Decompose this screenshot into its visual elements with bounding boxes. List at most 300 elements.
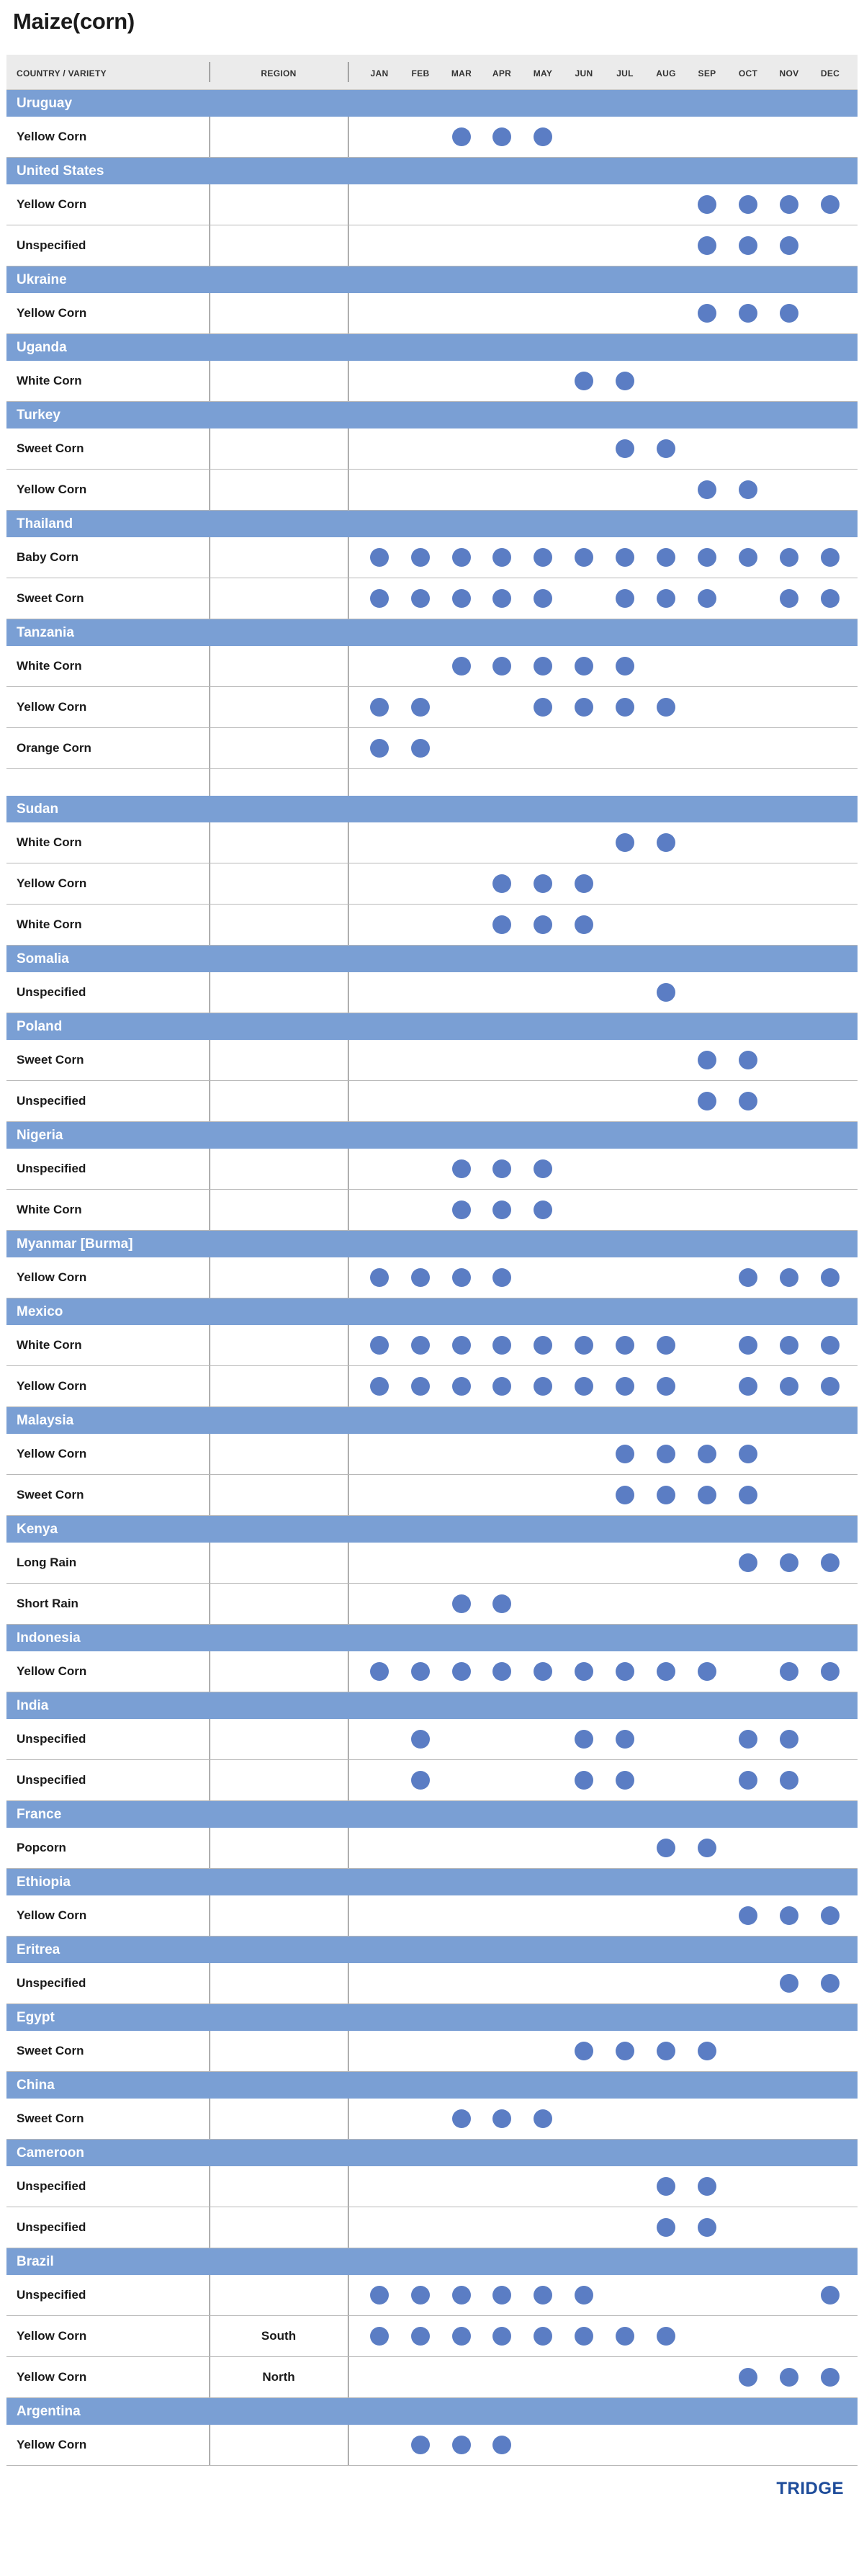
harvest-dot-mar bbox=[452, 1268, 471, 1287]
table-row bbox=[6, 1325, 858, 1366]
harvest-dot-jul bbox=[616, 1771, 634, 1790]
variety-label: Yellow Corn bbox=[17, 1664, 87, 1678]
table-row bbox=[6, 1149, 858, 1190]
country-band bbox=[6, 1298, 858, 1325]
table-row bbox=[6, 2099, 858, 2140]
harvest-dot-oct bbox=[739, 195, 757, 214]
harvest-dot-may bbox=[534, 1336, 552, 1355]
country-name: France bbox=[17, 1806, 62, 1822]
harvest-dot-jan bbox=[370, 1662, 389, 1681]
variety-label: Orange Corn bbox=[17, 741, 91, 755]
harvest-dot-nov bbox=[780, 195, 798, 214]
month-header-jun: JUN bbox=[575, 68, 593, 78]
variety-label: Popcorn bbox=[17, 1841, 66, 1854]
harvest-dot-apr bbox=[492, 589, 511, 608]
variety-label: Yellow Corn bbox=[17, 1270, 87, 1284]
table-row bbox=[6, 428, 858, 470]
harvest-dot-jul bbox=[616, 1730, 634, 1749]
country-name: Kenya bbox=[17, 1521, 58, 1537]
harvest-dot-dec bbox=[821, 1662, 840, 1681]
harvest-dot-may bbox=[534, 698, 552, 717]
harvest-dot-apr bbox=[492, 657, 511, 676]
variety-label: Unspecified bbox=[17, 985, 86, 999]
harvest-dot-jul bbox=[616, 1662, 634, 1681]
table-row bbox=[6, 2357, 858, 2398]
harvest-dot-jul bbox=[616, 589, 634, 608]
variety-label: Unspecified bbox=[17, 1094, 86, 1108]
variety-label: Yellow Corn bbox=[17, 2438, 87, 2451]
harvest-dot-dec bbox=[821, 1268, 840, 1287]
table-row bbox=[6, 1543, 858, 1584]
harvest-dot-jan bbox=[370, 2327, 389, 2346]
harvest-dot-jun bbox=[575, 915, 593, 934]
harvest-dot-jun bbox=[575, 1336, 593, 1355]
harvest-dot-sep bbox=[698, 195, 716, 214]
harvest-dot-apr bbox=[492, 1594, 511, 1613]
harvest-dot-jun bbox=[575, 657, 593, 676]
harvest-calendar-table bbox=[6, 55, 858, 2466]
harvest-dot-nov bbox=[780, 1730, 798, 1749]
harvest-dot-may bbox=[534, 2109, 552, 2128]
country-name: Poland bbox=[17, 1018, 63, 1034]
variety-label: Sweet Corn bbox=[17, 1488, 84, 1502]
table-row bbox=[6, 1475, 858, 1516]
harvest-dot-jan bbox=[370, 1268, 389, 1287]
harvest-dot-jul bbox=[616, 833, 634, 852]
harvest-dot-oct bbox=[739, 1771, 757, 1790]
table-row bbox=[6, 687, 858, 728]
harvest-dot-feb bbox=[411, 589, 430, 608]
table-row bbox=[6, 578, 858, 619]
harvest-dot-mar bbox=[452, 1377, 471, 1396]
harvest-dot-mar bbox=[452, 589, 471, 608]
variety-label: Unspecified bbox=[17, 1162, 86, 1175]
harvest-dot-mar bbox=[452, 548, 471, 567]
harvest-dot-apr bbox=[492, 1201, 511, 1219]
variety-label: Baby Corn bbox=[17, 550, 78, 564]
harvest-dot-sep bbox=[698, 480, 716, 499]
variety-label: Unspecified bbox=[17, 2220, 86, 2234]
harvest-dot-apr bbox=[492, 1159, 511, 1178]
harvest-dot-feb bbox=[411, 1336, 430, 1355]
harvest-dot-aug bbox=[657, 698, 675, 717]
harvest-dot-may bbox=[534, 2286, 552, 2305]
harvest-dot-jun bbox=[575, 548, 593, 567]
country-name: Eritrea bbox=[17, 1942, 60, 1957]
month-header-dec: DEC bbox=[820, 68, 840, 78]
harvest-dot-nov bbox=[780, 2368, 798, 2387]
harvest-dot-feb bbox=[411, 548, 430, 567]
harvest-dot-aug bbox=[657, 1336, 675, 1355]
month-header-sep: SEP bbox=[698, 68, 716, 78]
harvest-dot-mar bbox=[452, 2327, 471, 2346]
harvest-dot-feb bbox=[411, 1771, 430, 1790]
table-row bbox=[6, 1584, 858, 1625]
harvest-dot-jun bbox=[575, 1377, 593, 1396]
harvest-dot-jul bbox=[616, 2042, 634, 2060]
harvest-dot-apr bbox=[492, 915, 511, 934]
variety-label: Sweet Corn bbox=[17, 2111, 84, 2125]
month-header-aug: AUG bbox=[656, 68, 676, 78]
harvest-dot-apr bbox=[492, 2327, 511, 2346]
country-band bbox=[6, 511, 858, 537]
tridge-logo: TRIDGE bbox=[776, 2479, 844, 2498]
variety-label: Sweet Corn bbox=[17, 441, 84, 455]
country-name: Nigeria bbox=[17, 1127, 63, 1143]
country-band bbox=[6, 619, 858, 646]
country-name: Uruguay bbox=[17, 95, 73, 111]
harvest-dot-nov bbox=[780, 1553, 798, 1572]
table-row bbox=[6, 537, 858, 578]
harvest-dot-apr bbox=[492, 2436, 511, 2454]
country-band bbox=[6, 2140, 858, 2166]
country-band bbox=[6, 946, 858, 972]
harvest-dot-jan bbox=[370, 739, 389, 758]
harvest-dot-mar bbox=[452, 1594, 471, 1613]
variety-label: Long Rain bbox=[17, 1556, 77, 1569]
region-header: REGION bbox=[261, 68, 297, 78]
table-row bbox=[6, 2316, 858, 2357]
harvest-dot-nov bbox=[780, 304, 798, 323]
harvest-dot-may bbox=[534, 1377, 552, 1396]
harvest-dot-jun bbox=[575, 1730, 593, 1749]
harvest-dot-apr bbox=[492, 1377, 511, 1396]
harvest-dot-apr bbox=[492, 1268, 511, 1287]
table-row bbox=[6, 728, 858, 769]
harvest-dot-sep bbox=[698, 1051, 716, 1069]
country-name: Sudan bbox=[17, 801, 59, 817]
country-band bbox=[6, 2072, 858, 2099]
harvest-dot-jan bbox=[370, 589, 389, 608]
harvest-dot-jul bbox=[616, 439, 634, 458]
country-band bbox=[6, 1692, 858, 1719]
country-band bbox=[6, 1407, 858, 1434]
harvest-dot-nov bbox=[780, 1771, 798, 1790]
harvest-dot-sep bbox=[698, 1445, 716, 1463]
country-band bbox=[6, 2248, 858, 2275]
harvest-dot-oct bbox=[739, 1553, 757, 1572]
country-name: Brazil bbox=[17, 2253, 54, 2269]
table-row bbox=[6, 2275, 858, 2316]
harvest-dot-oct bbox=[739, 2368, 757, 2387]
month-header-jul: JUL bbox=[616, 68, 634, 78]
variety-label: Yellow Corn bbox=[17, 483, 87, 496]
harvest-dot-aug bbox=[657, 548, 675, 567]
harvest-dot-nov bbox=[780, 1336, 798, 1355]
region-label: North bbox=[262, 2370, 295, 2384]
harvest-dot-jun bbox=[575, 2286, 593, 2305]
spacer-row bbox=[6, 769, 858, 796]
harvest-dot-oct bbox=[739, 304, 757, 323]
harvest-dot-apr bbox=[492, 2109, 511, 2128]
harvest-dot-aug bbox=[657, 1486, 675, 1504]
table-header bbox=[6, 55, 858, 90]
harvest-dot-jun bbox=[575, 874, 593, 893]
variety-label: White Corn bbox=[17, 917, 82, 931]
variety-label: Yellow Corn bbox=[17, 130, 87, 143]
harvest-dot-feb bbox=[411, 2436, 430, 2454]
country-band bbox=[6, 1937, 858, 1963]
variety-label: Yellow Corn bbox=[17, 2370, 87, 2384]
harvest-dot-dec bbox=[821, 589, 840, 608]
country-name: Ethiopia bbox=[17, 1874, 71, 1890]
harvest-dot-aug bbox=[657, 2218, 675, 2237]
month-header-jan: JAN bbox=[370, 68, 389, 78]
harvest-dot-jul bbox=[616, 657, 634, 676]
harvest-dot-sep bbox=[698, 1839, 716, 1857]
harvest-dot-may bbox=[534, 874, 552, 893]
variety-label: Unspecified bbox=[17, 2179, 86, 2193]
harvest-dot-may bbox=[534, 1159, 552, 1178]
harvest-dot-aug bbox=[657, 2327, 675, 2346]
month-header-apr: APR bbox=[492, 68, 512, 78]
table-row bbox=[6, 117, 858, 158]
harvest-dot-dec bbox=[821, 1336, 840, 1355]
table-row bbox=[6, 293, 858, 334]
country-band bbox=[6, 2004, 858, 2031]
harvest-dot-nov bbox=[780, 1377, 798, 1396]
harvest-dot-aug bbox=[657, 1839, 675, 1857]
harvest-dot-jun bbox=[575, 2042, 593, 2060]
variety-label: Yellow Corn bbox=[17, 306, 87, 320]
harvest-dot-jan bbox=[370, 1336, 389, 1355]
harvest-dot-oct bbox=[739, 548, 757, 567]
country-name: Tanzania bbox=[17, 624, 74, 640]
harvest-dot-jul bbox=[616, 548, 634, 567]
harvest-dot-feb bbox=[411, 1730, 430, 1749]
harvest-dot-jun bbox=[575, 1662, 593, 1681]
country-band bbox=[6, 266, 858, 293]
harvest-dot-jan bbox=[370, 2286, 389, 2305]
country-band bbox=[6, 1801, 858, 1828]
country-band bbox=[6, 402, 858, 428]
harvest-dot-aug bbox=[657, 2177, 675, 2196]
country-variety-header: COUNTRY / VARIETY bbox=[17, 68, 107, 78]
country-name: China bbox=[17, 2077, 55, 2093]
table-row bbox=[6, 2425, 858, 2466]
variety-label: Sweet Corn bbox=[17, 2044, 84, 2057]
variety-label: White Corn bbox=[17, 835, 82, 849]
country-name: Argentina bbox=[17, 2403, 81, 2419]
variety-label: Yellow Corn bbox=[17, 197, 87, 211]
harvest-dot-may bbox=[534, 915, 552, 934]
harvest-dot-aug bbox=[657, 1445, 675, 1463]
harvest-dot-mar bbox=[452, 127, 471, 146]
harvest-dot-jan bbox=[370, 548, 389, 567]
month-header-feb: FEB bbox=[411, 68, 430, 78]
harvest-dot-feb bbox=[411, 2286, 430, 2305]
table-row bbox=[6, 1828, 858, 1869]
harvest-dot-jul bbox=[616, 1336, 634, 1355]
variety-label: White Corn bbox=[17, 374, 82, 387]
harvest-dot-may bbox=[534, 548, 552, 567]
table-row bbox=[6, 361, 858, 402]
harvest-dot-oct bbox=[739, 1268, 757, 1287]
harvest-dot-oct bbox=[739, 1445, 757, 1463]
table-row bbox=[6, 1190, 858, 1231]
country-name: Turkey bbox=[17, 407, 60, 423]
country-band bbox=[6, 1013, 858, 1040]
harvest-dot-may bbox=[534, 1201, 552, 1219]
harvest-dot-apr bbox=[492, 2286, 511, 2305]
harvest-dot-apr bbox=[492, 548, 511, 567]
table-row bbox=[6, 822, 858, 863]
table-row bbox=[6, 225, 858, 266]
harvest-dot-feb bbox=[411, 1268, 430, 1287]
table-row bbox=[6, 470, 858, 511]
country-band bbox=[6, 334, 858, 361]
harvest-dot-aug bbox=[657, 2042, 675, 2060]
harvest-dot-aug bbox=[657, 439, 675, 458]
country-name: Mexico bbox=[17, 1303, 63, 1319]
table-body bbox=[6, 90, 858, 2466]
variety-label: Unspecified bbox=[17, 238, 86, 252]
table-row bbox=[6, 1719, 858, 1760]
country-name: Uganda bbox=[17, 339, 67, 355]
harvest-dot-aug bbox=[657, 1377, 675, 1396]
country-band bbox=[6, 90, 858, 117]
harvest-dot-nov bbox=[780, 1906, 798, 1925]
harvest-dot-sep bbox=[698, 2218, 716, 2237]
variety-label: Yellow Corn bbox=[17, 1908, 87, 1922]
table-row bbox=[6, 646, 858, 687]
harvest-dot-sep bbox=[698, 2042, 716, 2060]
harvest-dot-may bbox=[534, 657, 552, 676]
harvest-dot-jul bbox=[616, 1445, 634, 1463]
country-name: Indonesia bbox=[17, 1630, 81, 1646]
harvest-dot-oct bbox=[739, 236, 757, 255]
variety-label: White Corn bbox=[17, 659, 82, 673]
harvest-dot-may bbox=[534, 589, 552, 608]
harvest-dot-jun bbox=[575, 2327, 593, 2346]
harvest-dot-feb bbox=[411, 2327, 430, 2346]
country-name: Thailand bbox=[17, 516, 73, 531]
harvest-dot-oct bbox=[739, 1377, 757, 1396]
harvest-dot-nov bbox=[780, 1974, 798, 1993]
variety-label: Sweet Corn bbox=[17, 1053, 84, 1067]
harvest-dot-dec bbox=[821, 2368, 840, 2387]
harvest-dot-oct bbox=[739, 1051, 757, 1069]
variety-label: Yellow Corn bbox=[17, 2329, 87, 2343]
table-row bbox=[6, 863, 858, 905]
harvest-dot-apr bbox=[492, 1662, 511, 1681]
harvest-dot-jan bbox=[370, 698, 389, 717]
harvest-dot-dec bbox=[821, 548, 840, 567]
table-row bbox=[6, 1040, 858, 1081]
harvest-dot-mar bbox=[452, 1201, 471, 1219]
harvest-dot-apr bbox=[492, 874, 511, 893]
harvest-dot-nov bbox=[780, 1662, 798, 1681]
month-header-nov: NOV bbox=[779, 68, 799, 78]
harvest-dot-apr bbox=[492, 1336, 511, 1355]
harvest-dot-nov bbox=[780, 589, 798, 608]
country-band bbox=[6, 1625, 858, 1651]
harvest-dot-aug bbox=[657, 983, 675, 1002]
harvest-dot-jun bbox=[575, 698, 593, 717]
country-name: Myanmar [Burma] bbox=[17, 1236, 133, 1252]
harvest-dot-mar bbox=[452, 2436, 471, 2454]
country-band bbox=[6, 158, 858, 184]
table-row bbox=[6, 2031, 858, 2072]
table-row bbox=[6, 1257, 858, 1298]
country-band bbox=[6, 1122, 858, 1149]
harvest-dot-feb bbox=[411, 739, 430, 758]
page-title: Maize(corn) bbox=[13, 9, 135, 34]
variety-label: Unspecified bbox=[17, 1732, 86, 1746]
country-band bbox=[6, 1516, 858, 1543]
harvest-dot-mar bbox=[452, 2286, 471, 2305]
harvest-dot-nov bbox=[780, 1268, 798, 1287]
variety-label: Yellow Corn bbox=[17, 876, 87, 890]
harvest-dot-oct bbox=[739, 1092, 757, 1110]
table-row bbox=[6, 2166, 858, 2207]
variety-label: Yellow Corn bbox=[17, 700, 87, 714]
harvest-dot-sep bbox=[698, 548, 716, 567]
harvest-dot-mar bbox=[452, 1662, 471, 1681]
table-row bbox=[6, 184, 858, 225]
table-row bbox=[6, 1651, 858, 1692]
table-row bbox=[6, 1963, 858, 2004]
harvest-dot-dec bbox=[821, 1974, 840, 1993]
country-band bbox=[6, 796, 858, 822]
harvest-dot-mar bbox=[452, 2109, 471, 2128]
harvest-dot-feb bbox=[411, 698, 430, 717]
harvest-dot-mar bbox=[452, 1159, 471, 1178]
table-row bbox=[6, 2207, 858, 2248]
country-name: Cameroon bbox=[17, 2145, 84, 2160]
harvest-dot-may bbox=[534, 1662, 552, 1681]
country-band bbox=[6, 2398, 858, 2425]
harvest-dot-jul bbox=[616, 1486, 634, 1504]
month-header-may: MAY bbox=[533, 68, 553, 78]
country-name: United States bbox=[17, 163, 104, 179]
harvest-dot-apr bbox=[492, 127, 511, 146]
variety-label: Sweet Corn bbox=[17, 591, 84, 605]
harvest-dot-jun bbox=[575, 1771, 593, 1790]
table-row bbox=[6, 1366, 858, 1407]
table-row bbox=[6, 1434, 858, 1475]
variety-label: Yellow Corn bbox=[17, 1447, 87, 1460]
table-row bbox=[6, 1895, 858, 1937]
harvest-dot-nov bbox=[780, 548, 798, 567]
harvest-dot-jun bbox=[575, 372, 593, 390]
harvest-dot-dec bbox=[821, 1377, 840, 1396]
table-row bbox=[6, 905, 858, 946]
table-row bbox=[6, 1760, 858, 1801]
harvest-dot-sep bbox=[698, 1662, 716, 1681]
harvest-dot-sep bbox=[698, 1486, 716, 1504]
harvest-dot-may bbox=[534, 2327, 552, 2346]
harvest-dot-dec bbox=[821, 1553, 840, 1572]
variety-label: White Corn bbox=[17, 1338, 82, 1352]
harvest-dot-jul bbox=[616, 698, 634, 717]
variety-label: Yellow Corn bbox=[17, 1379, 87, 1393]
harvest-dot-dec bbox=[821, 195, 840, 214]
harvest-dot-oct bbox=[739, 480, 757, 499]
harvest-dot-aug bbox=[657, 833, 675, 852]
harvest-dot-may bbox=[534, 127, 552, 146]
variety-label: White Corn bbox=[17, 1203, 82, 1216]
harvest-dot-oct bbox=[739, 1906, 757, 1925]
harvest-dot-sep bbox=[698, 589, 716, 608]
month-header-mar: MAR bbox=[451, 68, 472, 78]
country-name: Malaysia bbox=[17, 1412, 74, 1428]
country-name: Somalia bbox=[17, 951, 69, 966]
variety-label: Short Rain bbox=[17, 1597, 78, 1610]
harvest-dot-dec bbox=[821, 2286, 840, 2305]
harvest-dot-nov bbox=[780, 236, 798, 255]
harvest-dot-feb bbox=[411, 1662, 430, 1681]
